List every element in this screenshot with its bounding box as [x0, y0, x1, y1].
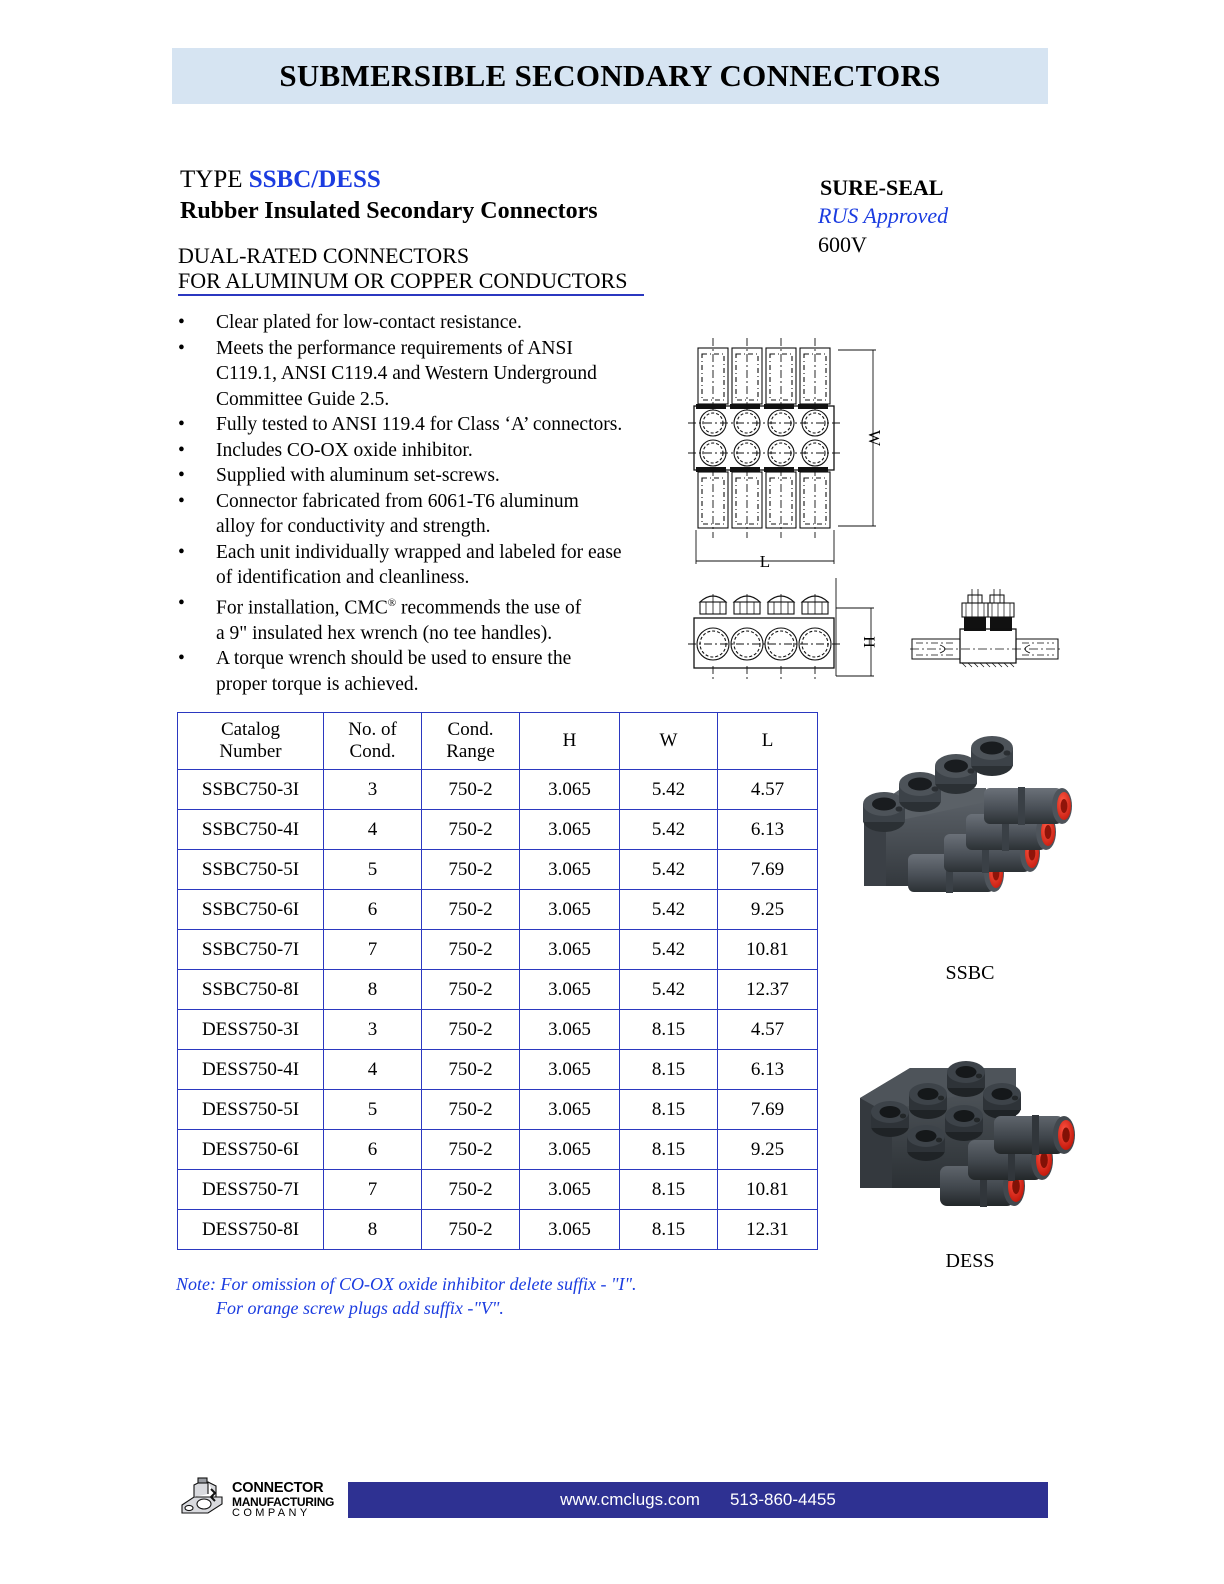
footer-contact: [348, 1482, 1048, 1518]
feature-text-line: proper torque is achieved.: [216, 673, 419, 695]
cell-no-of-cond: 8: [324, 970, 422, 1010]
feature-text-line: A torque wrench should be used to ensure the: [216, 648, 572, 669]
cell-cond-range: 750-2: [422, 770, 520, 810]
cell-cond-range: 750-2: [422, 1090, 520, 1130]
cell-w: 5.42: [620, 770, 718, 810]
logo-line-3: COMPANY: [232, 1507, 311, 1520]
cmc-lug-icon: [178, 1477, 226, 1524]
bullet-icon: •: [178, 439, 185, 461]
cell-cond-range: 750-2: [422, 890, 520, 930]
product-type-line: [180, 166, 381, 194]
table-body: [178, 770, 818, 1250]
feature-item: [176, 412, 676, 438]
rus-approved-label: RUS Approved: [818, 203, 949, 228]
bullet-icon: •: [178, 465, 185, 486]
feature-text-line: Fully tested to ANSI 119.4 for Class ‘A’ connectors.: [216, 414, 623, 435]
logo-wordmark: [232, 1481, 334, 1519]
feature-item: [176, 646, 676, 697]
cell-no-of-cond: 6: [324, 890, 422, 930]
feature-item: [176, 336, 676, 413]
feature-text: [216, 463, 676, 489]
feature-item: [176, 540, 676, 591]
feature-text: [216, 336, 676, 413]
cell-no-of-cond: 7: [324, 930, 422, 970]
table-row: [178, 770, 818, 810]
cell-no-of-cond: 4: [324, 810, 422, 850]
dual-rated-line-2: FOR ALUMINUM OR COPPER CONDUCTORS: [178, 268, 628, 293]
cell-l: 12.31: [718, 1210, 818, 1250]
column-header-w: W: [620, 713, 718, 770]
ssbc-photo-caption: SSBC: [945, 962, 995, 984]
dess-photo-caption: DESS: [945, 1250, 995, 1272]
logo-line-1: CONNECTOR: [232, 1480, 324, 1497]
table-header-row: [178, 713, 818, 770]
cell-no-of-cond: 4: [324, 1050, 422, 1090]
cell-cond-range: 750-2: [422, 970, 520, 1010]
footer-phone: 513-860-4455: [729, 1490, 836, 1509]
cell-catalog-number: DESS750-4I: [178, 1050, 324, 1090]
cell-h: 3.065: [520, 1050, 620, 1090]
cell-h: 3.065: [520, 770, 620, 810]
cell-w: 8.15: [620, 1050, 718, 1090]
feature-item: [176, 463, 676, 489]
table-row: [178, 1010, 818, 1050]
note-line-2: For orange screw plugs add suffix -"V".: [216, 1298, 504, 1318]
cell-l: 10.81: [718, 930, 818, 970]
voltage-rating: 600V: [818, 232, 867, 257]
cell-cond-range: 750-2: [422, 1170, 520, 1210]
dual-rated-line-1: DUAL-RATED CONNECTORS: [178, 243, 470, 268]
cell-h: 3.065: [520, 850, 620, 890]
column-header-cond-range: [422, 713, 520, 770]
feature-item: [176, 310, 676, 336]
cell-h: 3.065: [520, 970, 620, 1010]
cell-w: 5.42: [620, 890, 718, 930]
cell-w: 8.15: [620, 1010, 718, 1050]
dimension-label-h: H: [860, 636, 877, 648]
cell-w: 5.42: [620, 930, 718, 970]
cell-w: 8.15: [620, 1130, 718, 1170]
feature-text-line: Meets the performance requirements of ANSI: [216, 337, 573, 359]
feature-text-line: a 9" insulated hex wrench (no tee handles).: [216, 622, 553, 644]
feature-text: [216, 646, 676, 697]
cell-no-of-cond: 7: [324, 1170, 422, 1210]
cell-cond-range: 750-2: [422, 850, 520, 890]
cell-catalog-number: SSBC750-8I: [178, 970, 324, 1010]
feature-text-line: Each unit individually wrapped and labeled for ease: [216, 541, 622, 563]
cell-l: 4.57: [718, 770, 818, 810]
ssbc-product-photo: [848, 726, 1098, 946]
specification-table: [177, 712, 818, 1250]
feature-text: [216, 489, 676, 540]
cell-w: 8.15: [620, 1170, 718, 1210]
cell-h: 3.065: [520, 1210, 620, 1250]
cell-l: 6.13: [718, 1050, 818, 1090]
bullet-icon: •: [178, 312, 185, 333]
feature-text: [216, 591, 676, 647]
feature-text-line: Connector fabricated from 6061-T6 aluminum: [216, 490, 579, 512]
table-row: [178, 1170, 818, 1210]
cell-cond-range: 750-2: [422, 1050, 520, 1090]
cell-l: 6.13: [718, 810, 818, 850]
table-row: [178, 810, 818, 850]
cell-w: 5.42: [620, 970, 718, 1010]
product-subtitle: Rubber Insulated Secondary Connectors: [180, 198, 598, 224]
dimension-label-l: L: [759, 552, 771, 571]
cell-l: 9.25: [718, 1130, 818, 1170]
cell-no-of-cond: 6: [324, 1130, 422, 1170]
cell-h: 3.065: [520, 1090, 620, 1130]
table-row: [178, 1210, 818, 1250]
bullet-icon: •: [178, 490, 185, 512]
cell-catalog-number: SSBC750-5I: [178, 850, 324, 890]
column-header-h: H: [520, 713, 620, 770]
cell-l: 7.69: [718, 1090, 818, 1130]
feature-item: [176, 591, 676, 647]
cell-no-of-cond: 5: [324, 1090, 422, 1130]
top-view-drawing: [688, 330, 888, 580]
table-row: [178, 1090, 818, 1130]
feature-text-line: For installation, CMC® recommends the use of: [216, 596, 582, 618]
feature-text: [216, 438, 676, 464]
cell-catalog-number: DESS750-8I: [178, 1210, 324, 1250]
type-code: SSBC/DESS: [248, 166, 381, 193]
dimension-label-w: W: [865, 429, 884, 447]
cell-catalog-number: SSBC750-4I: [178, 810, 324, 850]
column-header-l: L: [718, 713, 818, 770]
cell-catalog-number: SSBC750-3I: [178, 770, 324, 810]
table-row: [178, 850, 818, 890]
column-header-no-of-cond: [324, 713, 422, 770]
page-title: SUBMERSIBLE SECONDARY CONNECTORS: [279, 58, 941, 93]
section-view-drawing: [910, 585, 1060, 682]
feature-text-line: Supplied with aluminum set-screws.: [216, 465, 500, 486]
feature-text-line: C119.1, ANSI C119.4 and Western Underground: [216, 363, 597, 384]
feature-text: [216, 412, 676, 438]
feature-list: [176, 310, 676, 697]
page-header-banner: [172, 48, 1048, 104]
cell-h: 3.065: [520, 890, 620, 930]
note-line-1: Note: For omission of CO-OX oxide inhibitor delete suffix - "I".: [176, 1274, 637, 1294]
cell-l: 9.25: [718, 890, 818, 930]
cell-no-of-cond: 5: [324, 850, 422, 890]
feature-text: [216, 540, 676, 591]
cell-cond-range: 750-2: [422, 1130, 520, 1170]
sure-seal-brand: SURE-SEAL: [820, 175, 944, 200]
registered-mark-icon: ®: [387, 596, 397, 609]
table-row: [178, 890, 818, 930]
cell-cond-range: 750-2: [422, 930, 520, 970]
column-header-catalog-number: [178, 713, 324, 770]
feature-text: [216, 310, 676, 336]
cell-l: 7.69: [718, 850, 818, 890]
cell-catalog-number: DESS750-7I: [178, 1170, 324, 1210]
feature-item: [176, 438, 676, 464]
bullet-icon: •: [178, 337, 185, 359]
cell-l: 12.37: [718, 970, 818, 1010]
type-label: TYPE: [180, 166, 243, 193]
cell-h: 3.065: [520, 1130, 620, 1170]
footer-website[interactable]: www.cmclugs.com: [560, 1490, 700, 1509]
cell-h: 3.065: [520, 930, 620, 970]
dess-product-photo: [848, 1016, 1098, 1241]
cell-catalog-number: DESS750-3I: [178, 1010, 324, 1050]
bullet-icon: •: [178, 592, 185, 614]
cell-w: 8.15: [620, 1210, 718, 1250]
cell-h: 3.065: [520, 810, 620, 850]
cell-no-of-cond: 3: [324, 770, 422, 810]
header-line-2: Number: [219, 741, 282, 762]
header-line-2: Cond.: [349, 741, 396, 762]
cell-catalog-number: DESS750-5I: [178, 1090, 324, 1130]
cell-no-of-cond: 3: [324, 1010, 422, 1050]
company-logo: [178, 1477, 334, 1524]
cell-cond-range: 750-2: [422, 1210, 520, 1250]
header-line-1: Catalog: [220, 719, 281, 741]
table-row: [178, 1050, 818, 1090]
cell-no-of-cond: 8: [324, 1210, 422, 1250]
table-row: [178, 930, 818, 970]
feature-text-line: Includes CO-OX oxide inhibitor.: [216, 439, 473, 461]
feature-text-line: alloy for conductivity and strength.: [216, 516, 491, 537]
table-note: [176, 1272, 637, 1320]
cell-w: 5.42: [620, 810, 718, 850]
feature-text-line: Clear plated for low-contact resistance.: [216, 312, 522, 333]
logo-line-2: MANUFACTURING: [232, 1495, 335, 1510]
cell-l: 10.81: [718, 1170, 818, 1210]
front-view-drawing: [688, 578, 888, 691]
header-line-1: Cond.: [447, 719, 494, 741]
cell-cond-range: 750-2: [422, 810, 520, 850]
feature-text-line: Committee Guide 2.5.: [216, 388, 390, 410]
cell-catalog-number: SSBC750-6I: [178, 890, 324, 930]
header-line-1: No. of: [348, 719, 397, 741]
cell-h: 3.065: [520, 1010, 620, 1050]
cell-w: 8.15: [620, 1090, 718, 1130]
bullet-icon: •: [178, 414, 185, 435]
title-divider: [178, 294, 644, 296]
header-line-2: Range: [446, 741, 495, 762]
cell-w: 5.42: [620, 850, 718, 890]
table-row: [178, 1130, 818, 1170]
table-row: [178, 970, 818, 1010]
cell-cond-range: 750-2: [422, 1010, 520, 1050]
cell-catalog-number: DESS750-6I: [178, 1130, 324, 1170]
cell-h: 3.065: [520, 1170, 620, 1210]
bullet-icon: •: [178, 648, 185, 669]
feature-item: [176, 489, 676, 540]
bullet-icon: •: [178, 541, 185, 563]
cell-l: 4.57: [718, 1010, 818, 1050]
feature-text-line: of identification and cleanliness.: [216, 567, 470, 588]
cell-catalog-number: SSBC750-7I: [178, 930, 324, 970]
